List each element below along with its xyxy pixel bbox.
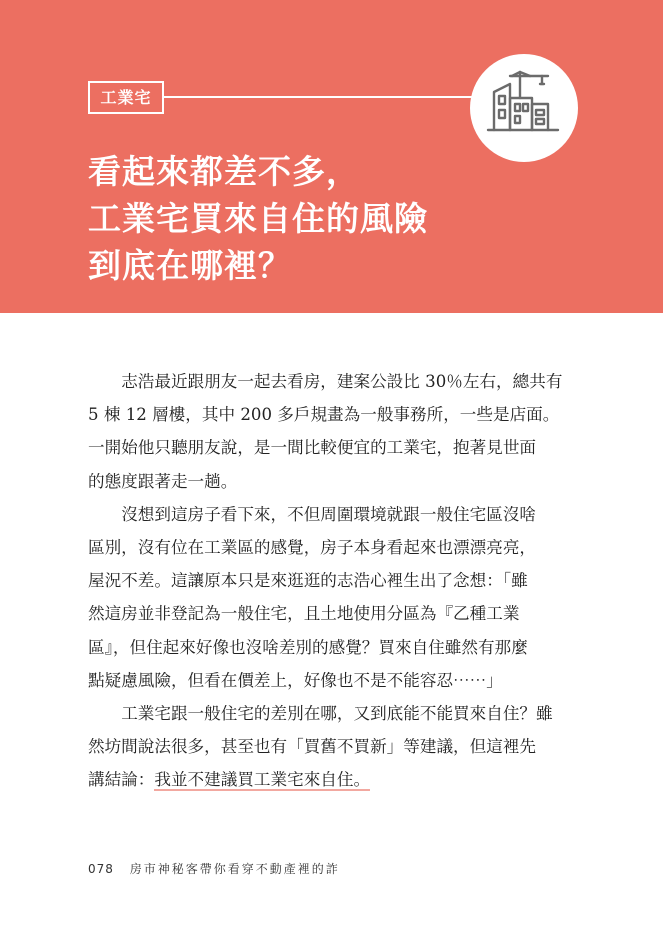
paragraph [88, 365, 563, 498]
paragraph [88, 498, 563, 697]
chapter-header [0, 0, 663, 313]
text-line: 區』，但住起來好像也沒啥差別的感覺？買來自住雖然有那麼 [88, 637, 528, 657]
book-title: 房市神秘客帶你看穿不動產裡的詐 [129, 862, 340, 876]
conclusion-line [88, 763, 563, 796]
text-line: 屋況不差。這讓原本只是來逛逛的志浩心裡生出了念想：「雖 [88, 571, 528, 591]
text-line: 然坊間說法很多，甚至也有「買舊不買新」等建議，但這裡先 [88, 737, 537, 757]
text-line: 然這房並非登記為一般住宅，且土地使用分區為『乙種工業 [88, 604, 520, 624]
conclusion-prefix: 講結論： [88, 770, 155, 790]
title-line: 看起來都差不多， [88, 152, 360, 191]
text-line: 工業宅跟一般住宅的差別在哪，又到底能不能買來自住？雖 [121, 704, 553, 724]
text-line: 區別，沒有位在工業區的感覺，房子本身看起來也漂漂亮亮， [88, 538, 537, 558]
chapter-title [88, 148, 528, 289]
text-line: 5 棟 12 層樓，其中 200 多戶規畫為一般事務所，一些是店面。 [88, 405, 560, 425]
title-line: 到底在哪裡？ [88, 246, 292, 285]
page-number: 078 [88, 862, 114, 876]
article-body [88, 365, 563, 797]
highlighted-conclusion: 我並不建議買工業宅來自住。 [154, 770, 371, 790]
text-line: 沒想到這房子看下來，不但周圍環境就跟一般住宅區沒啥 [121, 504, 537, 524]
paragraph [88, 697, 563, 797]
text-line: 點疑慮風險，但看在價差上，好像也不是不能容忍⋯⋯」 [88, 670, 503, 690]
text-line: 的態度跟著走一趟。 [88, 471, 238, 491]
city-buildings-crane-icon [470, 54, 578, 162]
text-line: 志浩最近跟朋友一起去看房，建案公設比 30％左右，總共有 [121, 372, 563, 391]
text-line: 一開始他只聽朋友說，是一間比較便宜的工業宅，抱著見世面 [88, 438, 537, 458]
category-tag: 工業宅 [88, 81, 164, 114]
page-footer [88, 860, 340, 877]
tag-divider-line [164, 96, 472, 98]
title-line: 工業宅買來自住的風險 [88, 199, 428, 238]
